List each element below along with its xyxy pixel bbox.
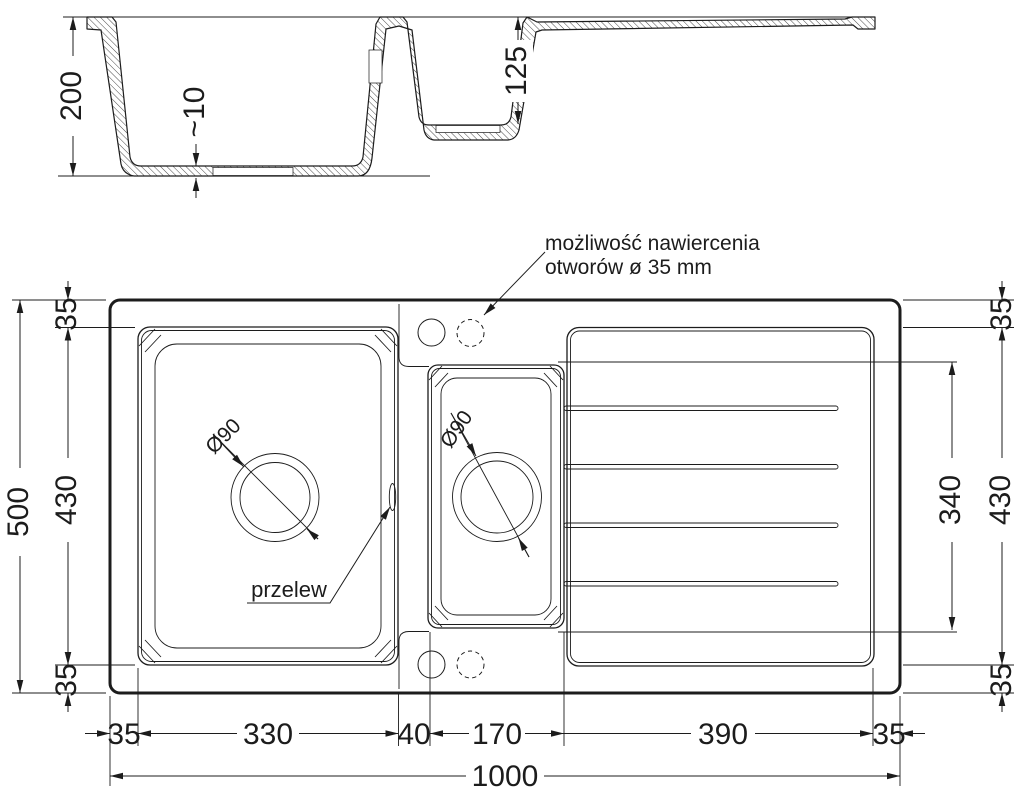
dim-right-inner: 430 xyxy=(983,474,1017,526)
drainer-board xyxy=(558,328,957,667)
dim-left-rim-top: 35 xyxy=(49,297,83,331)
main-drain-inner xyxy=(240,463,310,533)
dim-bottom-main-bowl: 330 xyxy=(242,718,294,751)
overflow-hole-section xyxy=(369,50,382,83)
dims-right xyxy=(934,281,1018,712)
dim-right-drainer: 340 xyxy=(933,474,967,526)
plan-view xyxy=(2,232,1018,792)
faucet-deck xyxy=(399,304,484,689)
drill-note-line2: otworów ø 35 mm xyxy=(545,256,712,279)
dim-bottom-thickness: ~10 xyxy=(177,86,211,138)
dim-right-rim-top: 35 xyxy=(984,297,1018,331)
faucet-hole-top-optional xyxy=(457,320,484,347)
drill-note xyxy=(484,232,760,315)
extension-lines xyxy=(12,300,1014,786)
dim-left-total: 500 xyxy=(1,486,35,538)
main-bowl-corner-facets xyxy=(139,329,397,663)
drill-note-line1: możliwość nawiercenia xyxy=(545,232,760,255)
dims-bottom xyxy=(85,718,925,792)
sink-outline xyxy=(110,300,900,693)
dim-left-rim-bottom: 35 xyxy=(49,663,83,697)
dim-bottom-rim-left: 35 xyxy=(107,718,141,751)
dim-total-depth: 200 xyxy=(54,70,88,122)
faucet-hole-bottom-optional xyxy=(457,651,484,678)
dim-bottom-drainer: 390 xyxy=(697,718,749,751)
section-view xyxy=(55,17,875,198)
dim-bottom-divider: 40 xyxy=(397,718,431,751)
main-drain-diagonal xyxy=(213,434,318,539)
small-drain-diameter-label: Ø90 xyxy=(435,406,478,453)
dim-left-inner: 430 xyxy=(49,474,83,526)
main-bowl-inner xyxy=(155,344,381,648)
drill-note-leader xyxy=(484,252,545,315)
dims-left xyxy=(2,281,83,712)
main-bowl-drain-recess xyxy=(213,168,293,176)
dim-right-rim-bottom: 35 xyxy=(984,663,1018,697)
main-drain-diameter-label: Ø90 xyxy=(201,414,246,459)
main-drain-outer xyxy=(231,454,319,542)
dim-bottom-total: 1000 xyxy=(471,760,539,792)
drainer-ribs xyxy=(564,406,838,586)
dim-bottom-small-bowl: 170 xyxy=(471,718,523,751)
faucet-hole-bottom xyxy=(418,651,445,678)
overflow-label: przelew xyxy=(251,577,327,602)
main-bowl xyxy=(138,327,398,665)
small-bowl-drain-recess xyxy=(436,126,500,133)
dim-small-bowl-depth: 125 xyxy=(499,45,533,97)
faucet-hole-top xyxy=(418,319,445,346)
dim-bottom-rim-right: 35 xyxy=(872,718,906,751)
small-bowl xyxy=(428,365,564,628)
